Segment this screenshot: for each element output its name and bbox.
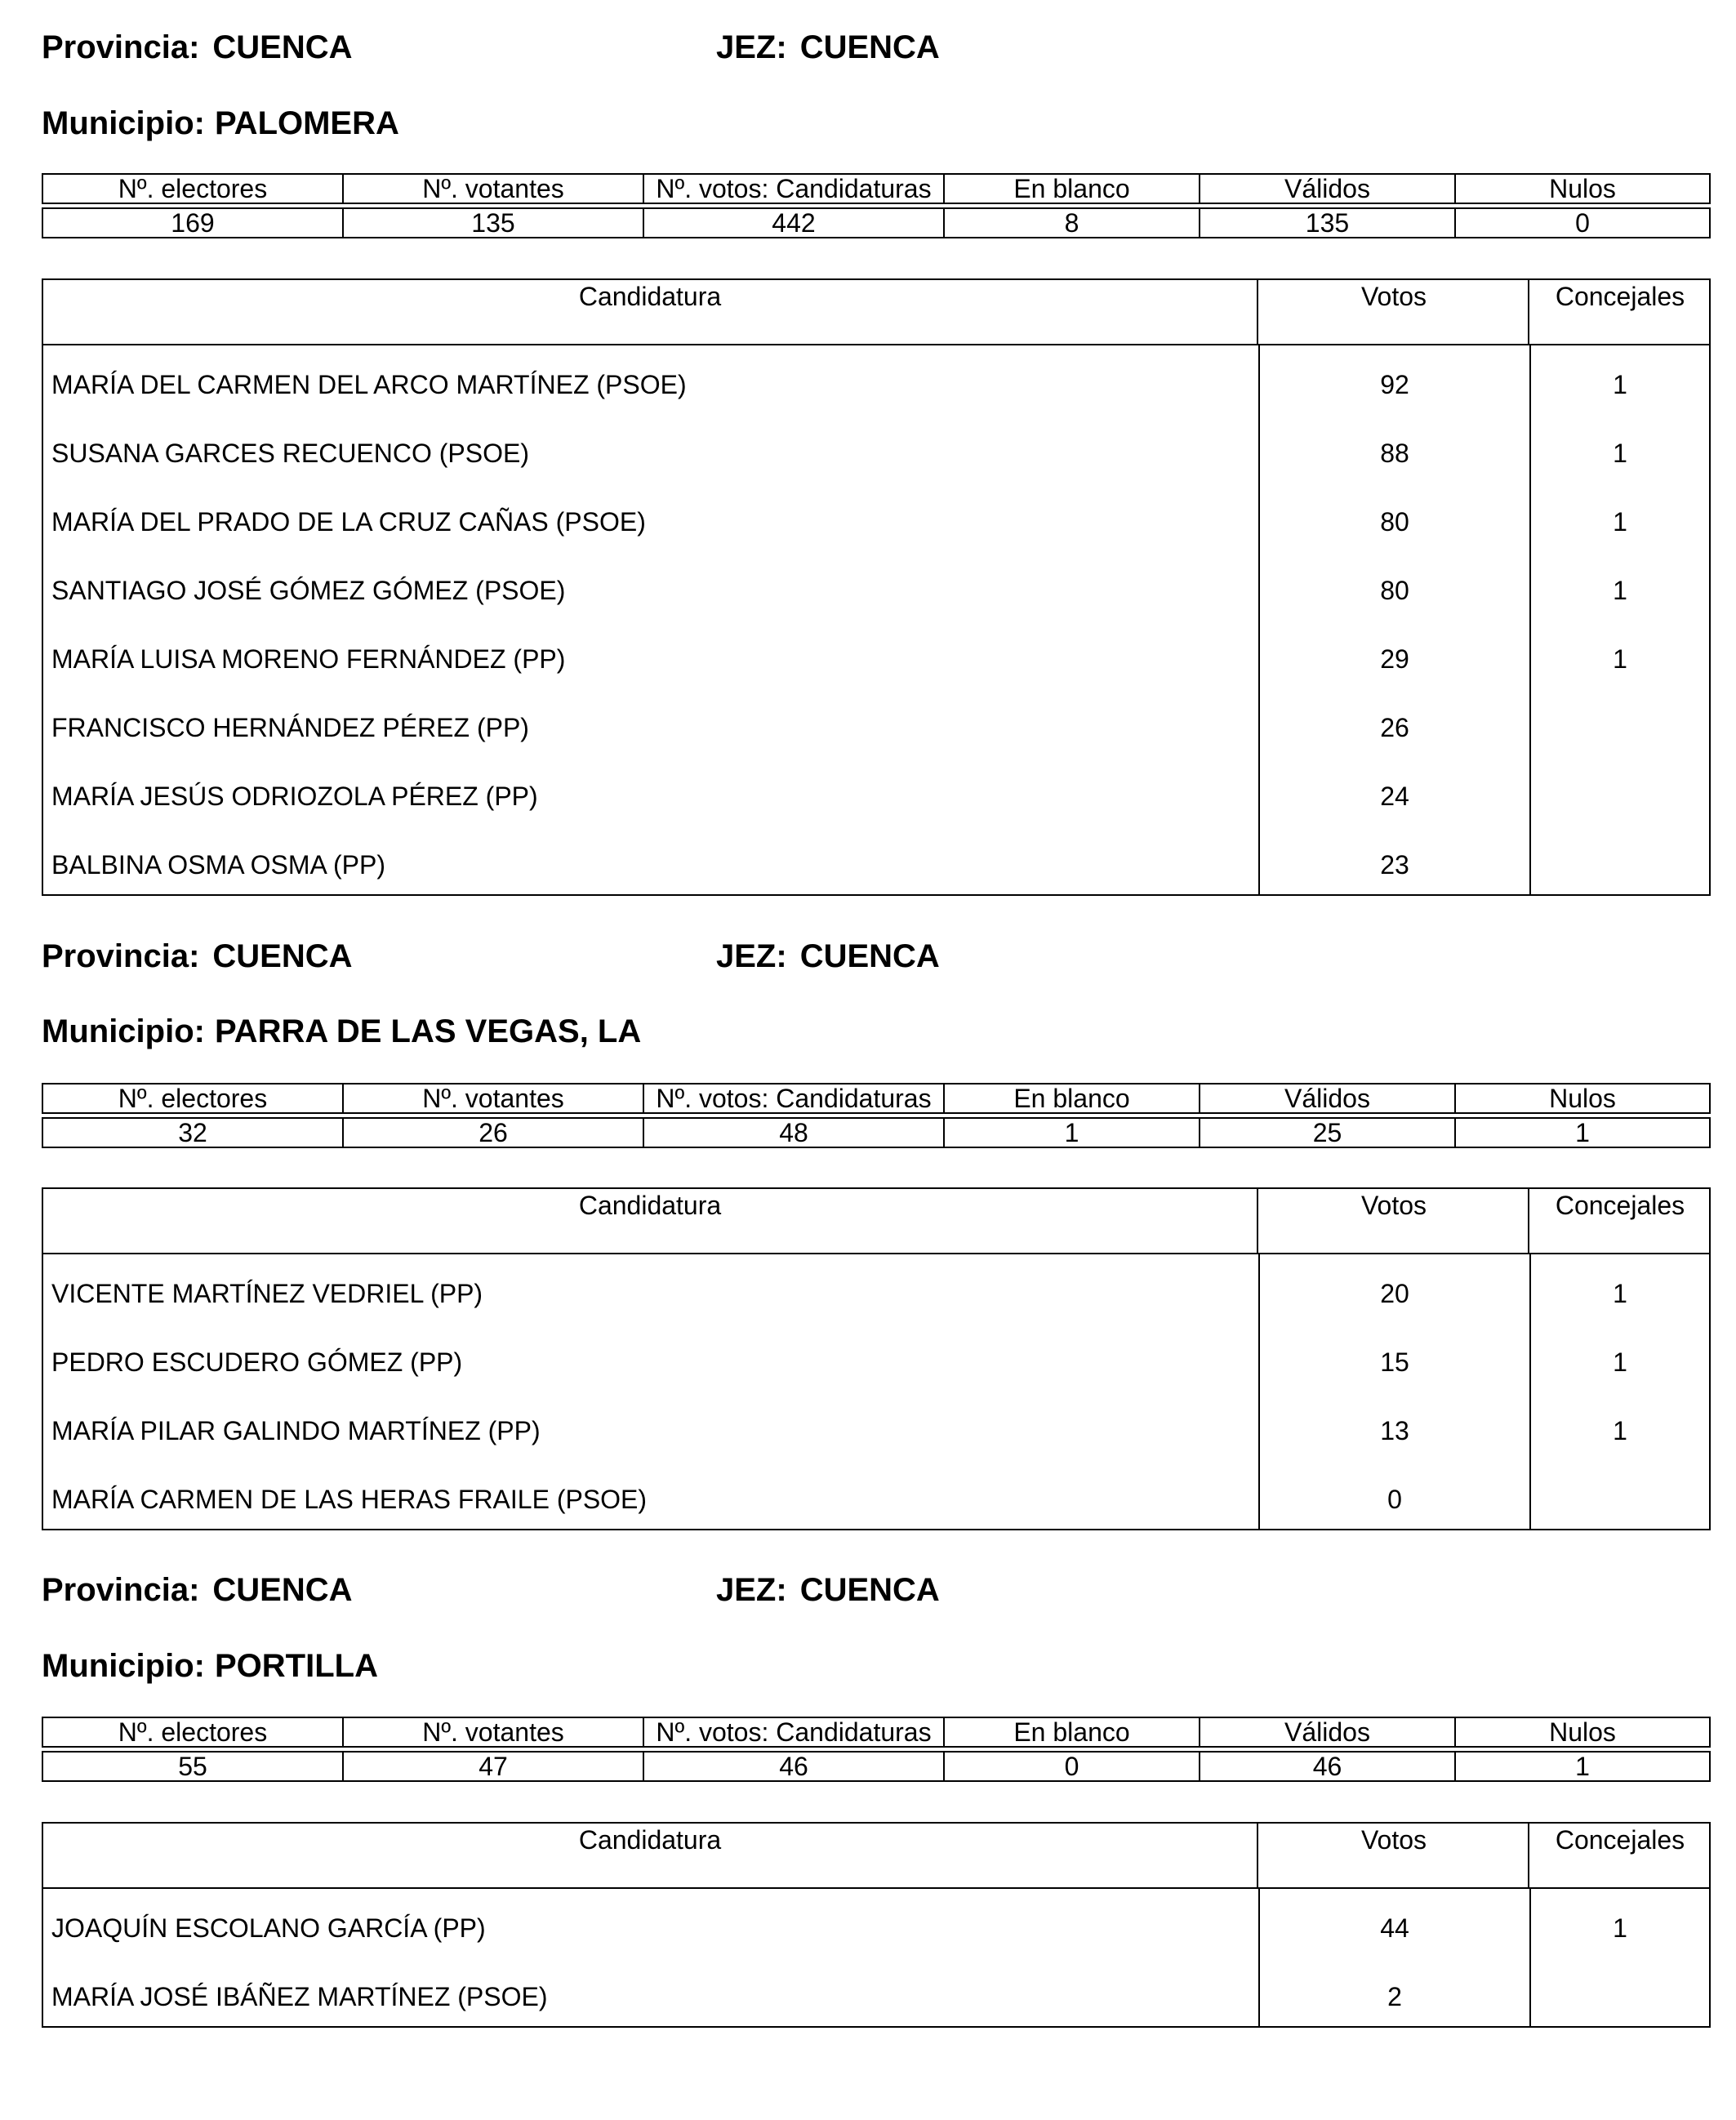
candidate-name: MARÍA JOSÉ IBÁÑEZ MARTÍNEZ (PSOE) bbox=[51, 1982, 548, 2011]
summary-value-electores: 169 bbox=[42, 208, 343, 238]
summary-value-electores: 55 bbox=[42, 1752, 343, 1781]
summary-value-electores: 32 bbox=[42, 1118, 343, 1147]
candidate-votes: 44 bbox=[1380, 1913, 1409, 1943]
provincia-label: Provincia: bbox=[42, 938, 200, 974]
provincia-line bbox=[42, 1574, 353, 1606]
candidate-votes: 26 bbox=[1380, 713, 1409, 742]
candidate-name: FRANCISCO HERNÁNDEZ PÉREZ (PP) bbox=[51, 713, 529, 742]
provincia-line bbox=[42, 31, 353, 64]
summary-value-votantes: 26 bbox=[343, 1118, 643, 1147]
summary-header-electores: Nº. electores bbox=[42, 1717, 343, 1747]
candidate-votes: 0 bbox=[1387, 1485, 1402, 1514]
candidate-concejales: 1 bbox=[1613, 370, 1627, 399]
summary-header-electores: Nº. electores bbox=[42, 174, 343, 203]
candidate-name: VICENTE MARTÍNEZ VEDRIEL (PP) bbox=[51, 1279, 483, 1308]
candidates-body bbox=[43, 1889, 1709, 2026]
summary-value-nulos: 1 bbox=[1455, 1118, 1710, 1147]
concejales-header: Concejales bbox=[1555, 1191, 1685, 1220]
votos-header: Votos bbox=[1260, 1824, 1529, 1887]
summary-header-validos: Válidos bbox=[1200, 174, 1455, 203]
summary-value-nulos: 1 bbox=[1455, 1752, 1710, 1781]
candidates-body bbox=[43, 1254, 1709, 1529]
candidates-header-row bbox=[43, 1824, 1709, 1889]
candidate-concejales: 1 bbox=[1613, 576, 1627, 605]
candidate-votes: 15 bbox=[1380, 1347, 1409, 1377]
candidate-name: MARÍA DEL CARMEN DEL ARCO MARTÍNEZ (PSOE) bbox=[51, 370, 687, 399]
table-row bbox=[43, 1254, 1709, 1323]
table-row bbox=[43, 1323, 1709, 1392]
municipio-value: PALOMERA bbox=[214, 105, 399, 141]
jez-line bbox=[716, 940, 940, 973]
provincia-label: Provincia: bbox=[42, 1572, 200, 1608]
summary-header-votos-candidaturas: Nº. votos: Candidaturas bbox=[643, 1084, 944, 1113]
candidate-name: MARÍA CARMEN DE LAS HERAS FRAILE (PSOE) bbox=[51, 1485, 648, 1514]
candidate-name: JOAQUÍN ESCOLANO GARCÍA (PP) bbox=[51, 1913, 486, 1943]
jez-label: JEZ: bbox=[716, 938, 787, 974]
candidate-concejales: 1 bbox=[1613, 1279, 1627, 1308]
table-row bbox=[43, 345, 1709, 414]
municipio-line bbox=[42, 1015, 641, 1048]
jez-value: CUENCA bbox=[799, 29, 940, 65]
summary-value-votantes: 135 bbox=[343, 208, 643, 238]
summary-header-en-blanco: En blanco bbox=[944, 1084, 1200, 1113]
summary-value-validos: 135 bbox=[1200, 208, 1455, 238]
provincia-value: CUENCA bbox=[212, 1572, 353, 1608]
table-row bbox=[43, 757, 1709, 826]
candidate-concejales: 1 bbox=[1613, 1913, 1627, 1943]
jez-label: JEZ: bbox=[716, 1572, 787, 1608]
candidate-votes: 80 bbox=[1380, 507, 1409, 537]
candidate-votes: 13 bbox=[1380, 1416, 1409, 1445]
table-row bbox=[43, 688, 1709, 757]
summary-header-en-blanco: En blanco bbox=[944, 1717, 1200, 1747]
summary-header-nulos: Nulos bbox=[1455, 1717, 1710, 1747]
table-row bbox=[43, 1392, 1709, 1460]
table-row bbox=[43, 1889, 1709, 1957]
municipio-line bbox=[42, 107, 399, 140]
candidate-name: BALBINA OSMA OSMA (PP) bbox=[51, 850, 386, 880]
municipio-value: PARRA DE LAS VEGAS, LA bbox=[214, 1013, 642, 1049]
concejales-header: Concejales bbox=[1555, 282, 1685, 311]
candidate-concejales: 1 bbox=[1613, 439, 1627, 468]
table-row bbox=[43, 414, 1709, 483]
summary-value-votantes: 47 bbox=[343, 1752, 643, 1781]
votos-header: Votos bbox=[1260, 1189, 1529, 1253]
table-row bbox=[43, 826, 1709, 894]
candidate-votes: 29 bbox=[1380, 644, 1409, 674]
candidate-votes: 24 bbox=[1380, 782, 1409, 811]
candidate-votes: 80 bbox=[1380, 576, 1409, 605]
candidates-table bbox=[42, 1187, 1711, 1530]
candidates-table bbox=[42, 278, 1711, 896]
candidate-votes: 2 bbox=[1387, 1982, 1402, 2011]
candidate-votes: 23 bbox=[1380, 850, 1409, 880]
municipio-line bbox=[42, 1650, 378, 1682]
summary-header-votos-candidaturas: Nº. votos: Candidaturas bbox=[643, 1717, 944, 1747]
municipio-label: Municipio: bbox=[42, 1013, 205, 1049]
summary-header-en-blanco: En blanco bbox=[944, 174, 1200, 203]
jez-label: JEZ: bbox=[716, 29, 787, 65]
provincia-label: Provincia: bbox=[42, 29, 200, 65]
jez-value: CUENCA bbox=[799, 938, 940, 974]
candidatura-header: Candidatura bbox=[43, 1824, 1258, 1887]
summary-table bbox=[42, 1083, 1711, 1148]
candidate-votes: 20 bbox=[1380, 1279, 1409, 1308]
candidates-body bbox=[43, 345, 1709, 894]
candidate-name: SANTIAGO JOSÉ GÓMEZ GÓMEZ (PSOE) bbox=[51, 576, 566, 605]
table-row bbox=[43, 1460, 1709, 1529]
candidate-name: SUSANA GARCES RECUENCO (PSOE) bbox=[51, 439, 529, 468]
municipio-label: Municipio: bbox=[42, 1648, 205, 1684]
candidate-name: PEDRO ESCUDERO GÓMEZ (PP) bbox=[51, 1347, 463, 1377]
summary-header-votos-candidaturas: Nº. votos: Candidaturas bbox=[643, 174, 944, 203]
municipio-label: Municipio: bbox=[42, 105, 205, 141]
candidate-name: MARÍA PILAR GALINDO MARTÍNEZ (PP) bbox=[51, 1416, 541, 1445]
summary-table bbox=[42, 173, 1711, 238]
candidates-table bbox=[42, 1822, 1711, 2028]
summary-header-votantes: Nº. votantes bbox=[343, 174, 643, 203]
candidates-header-row bbox=[43, 280, 1709, 345]
candidate-concejales: 1 bbox=[1613, 507, 1627, 537]
candidate-concejales: 1 bbox=[1613, 1347, 1627, 1377]
table-row bbox=[43, 483, 1709, 551]
jez-value: CUENCA bbox=[799, 1572, 940, 1608]
summary-header-electores: Nº. electores bbox=[42, 1084, 343, 1113]
summary-value-validos: 25 bbox=[1200, 1118, 1455, 1147]
candidatura-header: Candidatura bbox=[43, 280, 1258, 344]
provincia-line bbox=[42, 940, 353, 973]
jez-line bbox=[716, 1574, 940, 1606]
summary-header-votantes: Nº. votantes bbox=[343, 1717, 643, 1747]
summary-header-nulos: Nulos bbox=[1455, 174, 1710, 203]
summary-header-validos: Válidos bbox=[1200, 1717, 1455, 1747]
summary-header-nulos: Nulos bbox=[1455, 1084, 1710, 1113]
summary-table bbox=[42, 1717, 1711, 1782]
summary-header-validos: Válidos bbox=[1200, 1084, 1455, 1113]
candidate-name: MARÍA JESÚS ODRIOZOLA PÉREZ (PP) bbox=[51, 782, 538, 811]
concejales-header: Concejales bbox=[1555, 1825, 1685, 1855]
votos-header: Votos bbox=[1260, 280, 1529, 344]
summary-value-nulos: 0 bbox=[1455, 208, 1710, 238]
candidate-concejales: 1 bbox=[1613, 644, 1627, 674]
summary-value-votos-candidaturas: 48 bbox=[643, 1118, 944, 1147]
summary-value-en-blanco: 8 bbox=[944, 208, 1200, 238]
summary-value-votos-candidaturas: 442 bbox=[643, 208, 944, 238]
summary-value-en-blanco: 0 bbox=[944, 1752, 1200, 1781]
candidate-votes: 88 bbox=[1380, 439, 1409, 468]
candidate-name: MARÍA DEL PRADO DE LA CRUZ CAÑAS (PSOE) bbox=[51, 507, 646, 537]
summary-header-votantes: Nº. votantes bbox=[343, 1084, 643, 1113]
summary-value-votos-candidaturas: 46 bbox=[643, 1752, 944, 1781]
candidatura-header: Candidatura bbox=[43, 1189, 1258, 1253]
provincia-value: CUENCA bbox=[212, 938, 353, 974]
candidate-name: MARÍA LUISA MORENO FERNÁNDEZ (PP) bbox=[51, 644, 566, 674]
municipio-value: PORTILLA bbox=[214, 1648, 378, 1684]
table-row bbox=[43, 551, 1709, 620]
summary-value-validos: 46 bbox=[1200, 1752, 1455, 1781]
provincia-value: CUENCA bbox=[212, 29, 353, 65]
jez-line bbox=[716, 31, 940, 64]
candidate-concejales: 1 bbox=[1613, 1416, 1627, 1445]
candidates-header-row bbox=[43, 1189, 1709, 1254]
table-row bbox=[43, 620, 1709, 688]
candidate-votes: 92 bbox=[1380, 370, 1409, 399]
summary-value-en-blanco: 1 bbox=[944, 1118, 1200, 1147]
table-row bbox=[43, 1957, 1709, 2026]
